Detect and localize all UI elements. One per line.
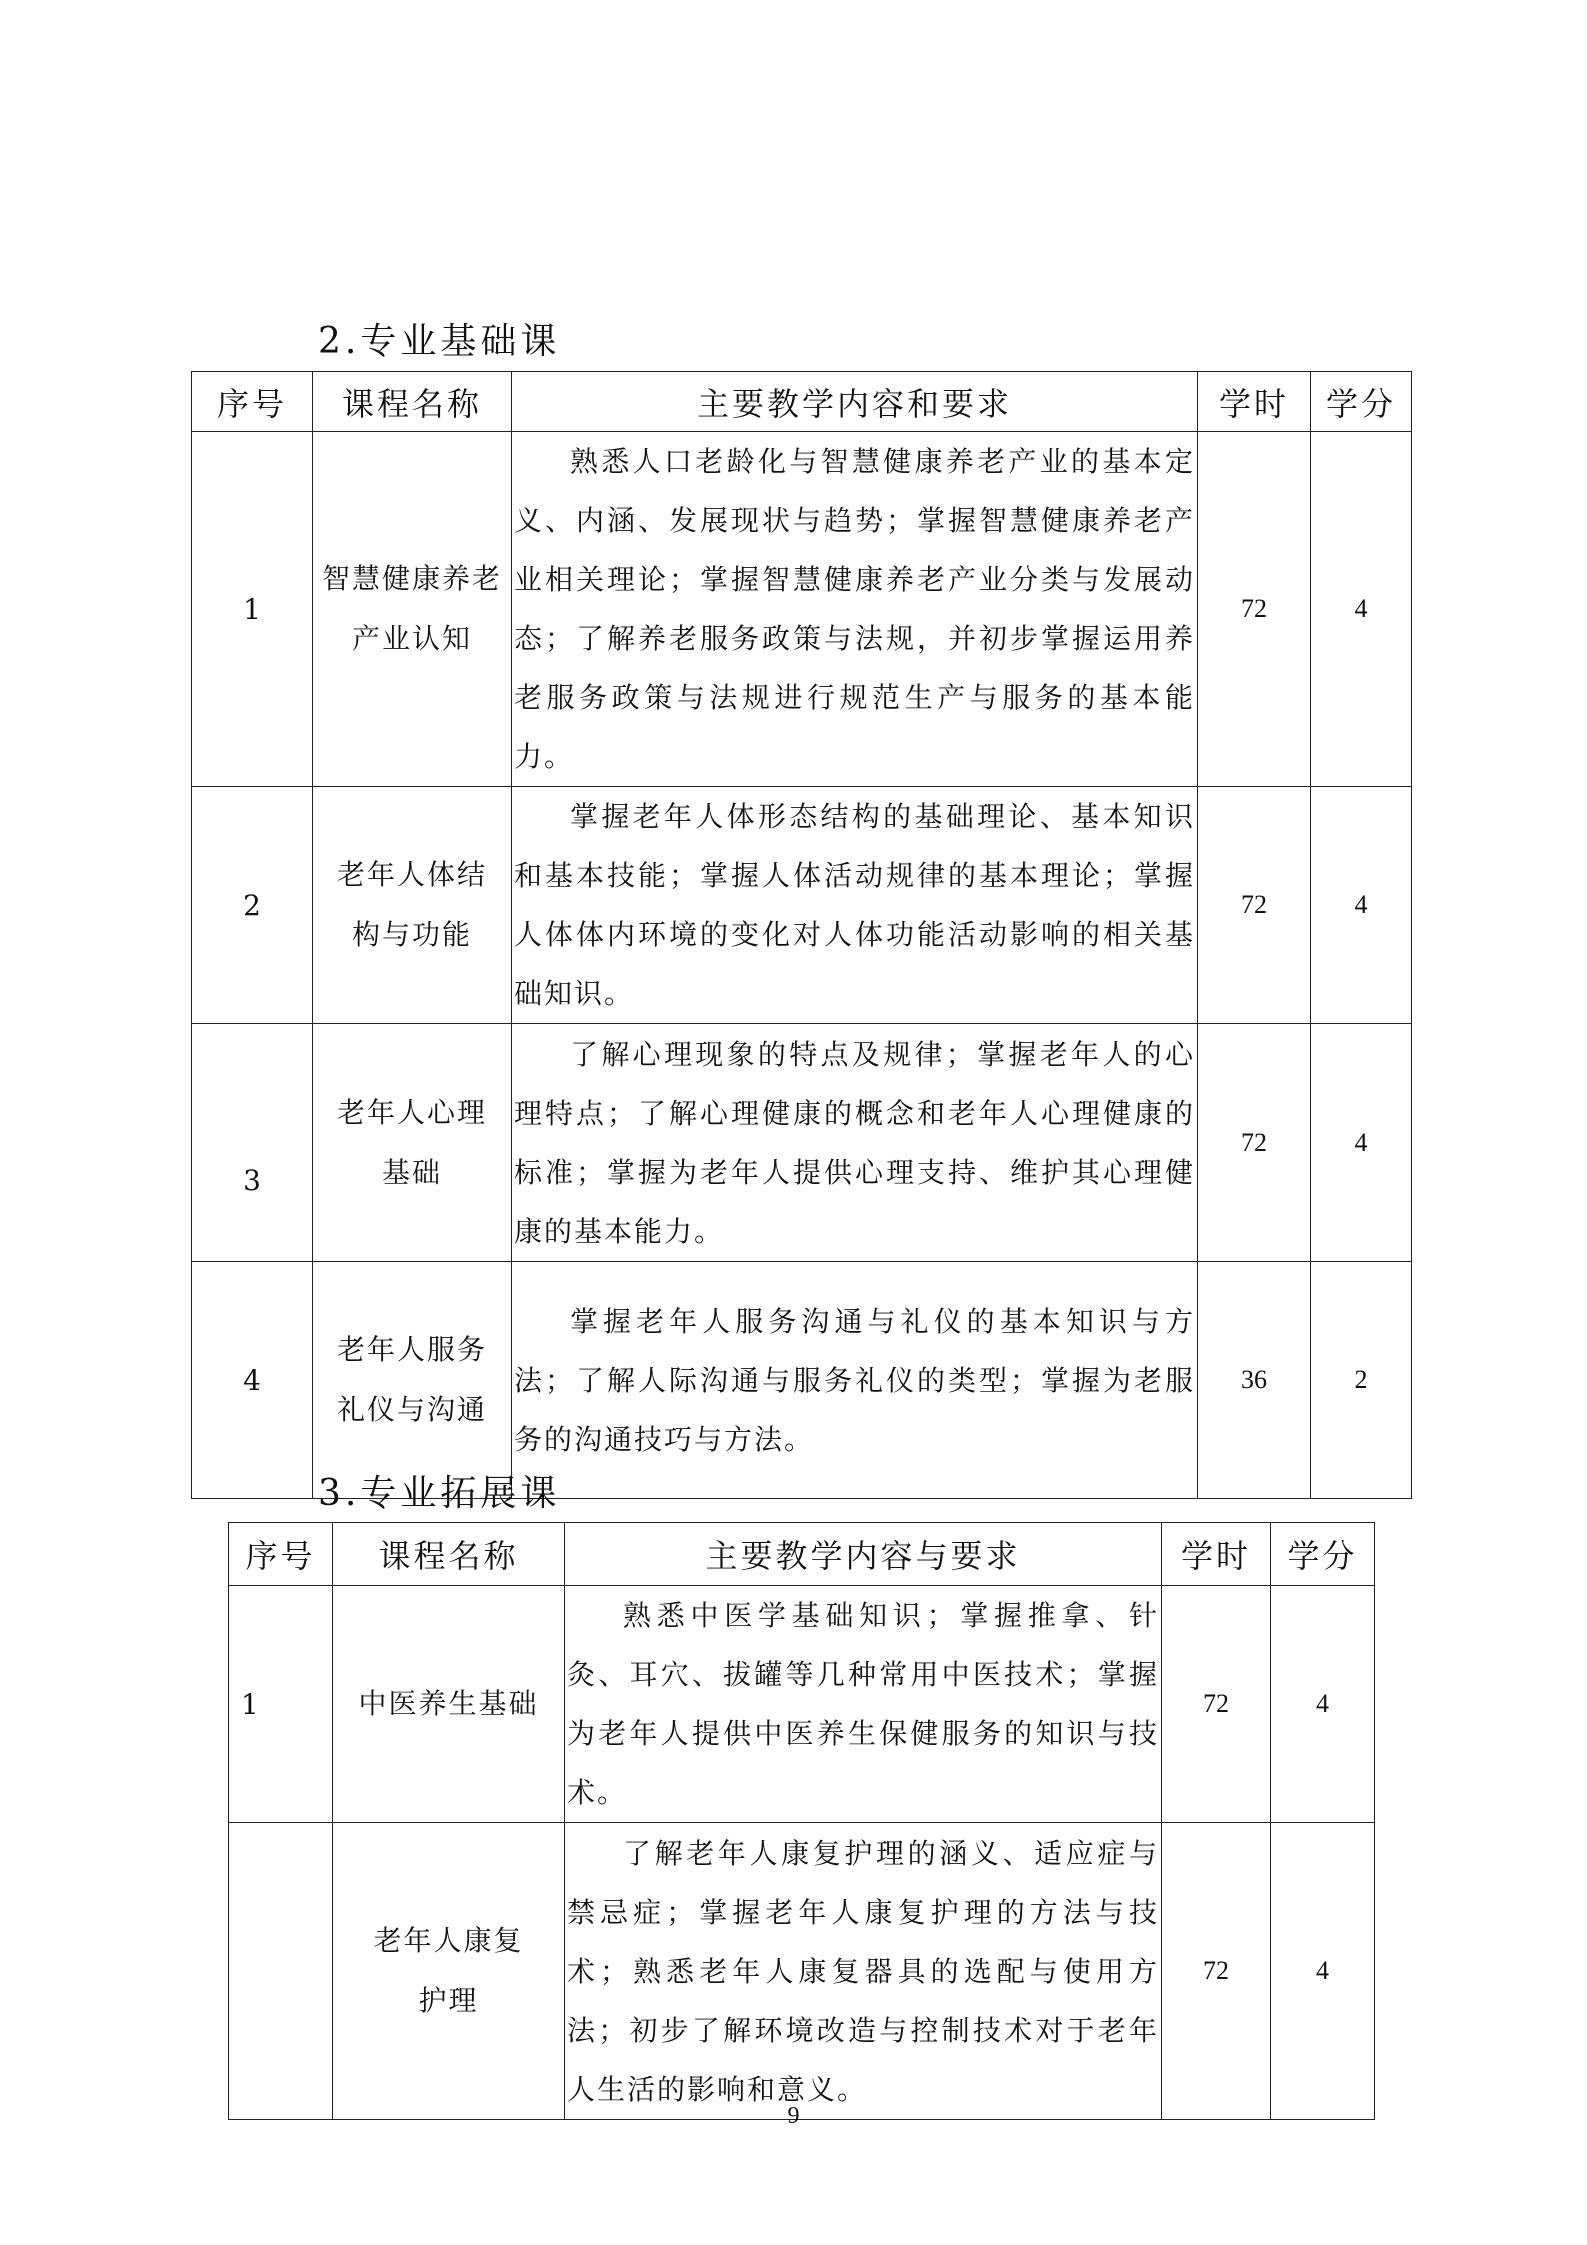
row-seq (229, 1823, 333, 2120)
row-credits: 4 (1271, 1586, 1375, 1823)
page-number: 9 (787, 2103, 800, 2129)
header-course-name: 课程名称 (333, 1523, 565, 1586)
row-course-name: 中医养生基础 (333, 1586, 565, 1823)
row-seq: 1 (192, 432, 313, 787)
table-row (192, 787, 1412, 1024)
row-credits: 4 (1311, 1024, 1412, 1262)
row-content: 掌握老年人服务沟通与礼仪的基本知识与方法；了解人际沟通与服务礼仪的类型；掌握为老服务的沟通技巧与方法。 (512, 1262, 1198, 1499)
row-seq: 1 (229, 1586, 333, 1823)
table-row (229, 1586, 1375, 1823)
header-hours: 学时 (1198, 372, 1311, 432)
row-content: 掌握老年人体形态结构的基础理论、基本知识和基本技能；掌握人体活动规律的基本理论；掌握人体体内环境的变化对人体功能活动影响的相关基础知识。 (512, 787, 1198, 1024)
row-credits: 4 (1311, 432, 1412, 787)
header-content: 主要教学内容和要求 (512, 372, 1198, 432)
table-header-row (229, 1523, 1375, 1586)
row-course-name: 智慧健康养老产业认知 (313, 432, 512, 787)
row-credits: 2 (1311, 1262, 1412, 1499)
row-course-name: 老年人康复护理 (333, 1823, 565, 2120)
row-content: 了解老年人康复护理的涵义、适应症与禁忌症；掌握老年人康复护理的方法与技术；熟悉老年人康复器具的选配与使用方法；初步了解环境改造与控制技术对于老年人生活的影响和意义。 (565, 1823, 1162, 2120)
section-heading-basic: 2.专业基础课 (318, 321, 561, 362)
row-hours: 36 (1198, 1262, 1311, 1499)
row-hours: 72 (1198, 787, 1311, 1024)
row-credits: 4 (1311, 787, 1412, 1024)
table-header-row (192, 372, 1412, 432)
extension-courses-table (228, 1522, 1375, 2120)
basic-courses-table (191, 371, 1412, 1499)
table-row (192, 1024, 1412, 1262)
row-content: 熟悉人口老龄化与智慧健康养老产业的基本定义、内涵、发展现状与趋势；掌握智慧健康养老产业相关理论；掌握智慧健康养老产业分类与发展动态；了解养老服务政策与法规，并初步掌握运用养老服务政策与法规进行规范生产与服务的基本能力。 (512, 432, 1198, 787)
row-hours: 72 (1162, 1823, 1271, 2120)
row-course-name: 老年人体结构与功能 (313, 787, 512, 1024)
header-hours: 学时 (1162, 1523, 1271, 1586)
header-credits: 学分 (1311, 372, 1412, 432)
table-row (229, 1823, 1375, 2120)
row-course-name: 老年人心理基础 (313, 1024, 512, 1262)
row-hours: 72 (1162, 1586, 1271, 1823)
table-row (192, 1262, 1412, 1499)
header-seq: 序号 (192, 372, 313, 432)
row-credits: 4 (1271, 1823, 1375, 2120)
row-hours: 72 (1198, 432, 1311, 787)
row-content: 了解心理现象的特点及规律；掌握老年人的心理特点；了解心理健康的概念和老年人心理健康的标准；掌握为老年人提供心理支持、维护其心理健康的基本能力。 (512, 1024, 1198, 1262)
header-seq: 序号 (229, 1523, 333, 1586)
row-content: 熟悉中医学基础知识；掌握推拿、针灸、耳穴、拔罐等几种常用中医技术；掌握为老年人提供中医养生保健服务的知识与技术。 (565, 1586, 1162, 1823)
header-credits: 学分 (1271, 1523, 1375, 1586)
row-seq: 4 (192, 1262, 313, 1499)
section-heading-extension: 3.专业拓展课 (318, 1473, 561, 1514)
row-seq: 3 (192, 1024, 313, 1262)
row-course-name: 老年人服务礼仪与沟通 (313, 1262, 512, 1499)
table-row (192, 432, 1412, 787)
row-seq: 2 (192, 787, 313, 1024)
row-hours: 72 (1198, 1024, 1311, 1262)
header-course-name: 课程名称 (313, 372, 512, 432)
header-content: 主要教学内容与要求 (565, 1523, 1162, 1586)
